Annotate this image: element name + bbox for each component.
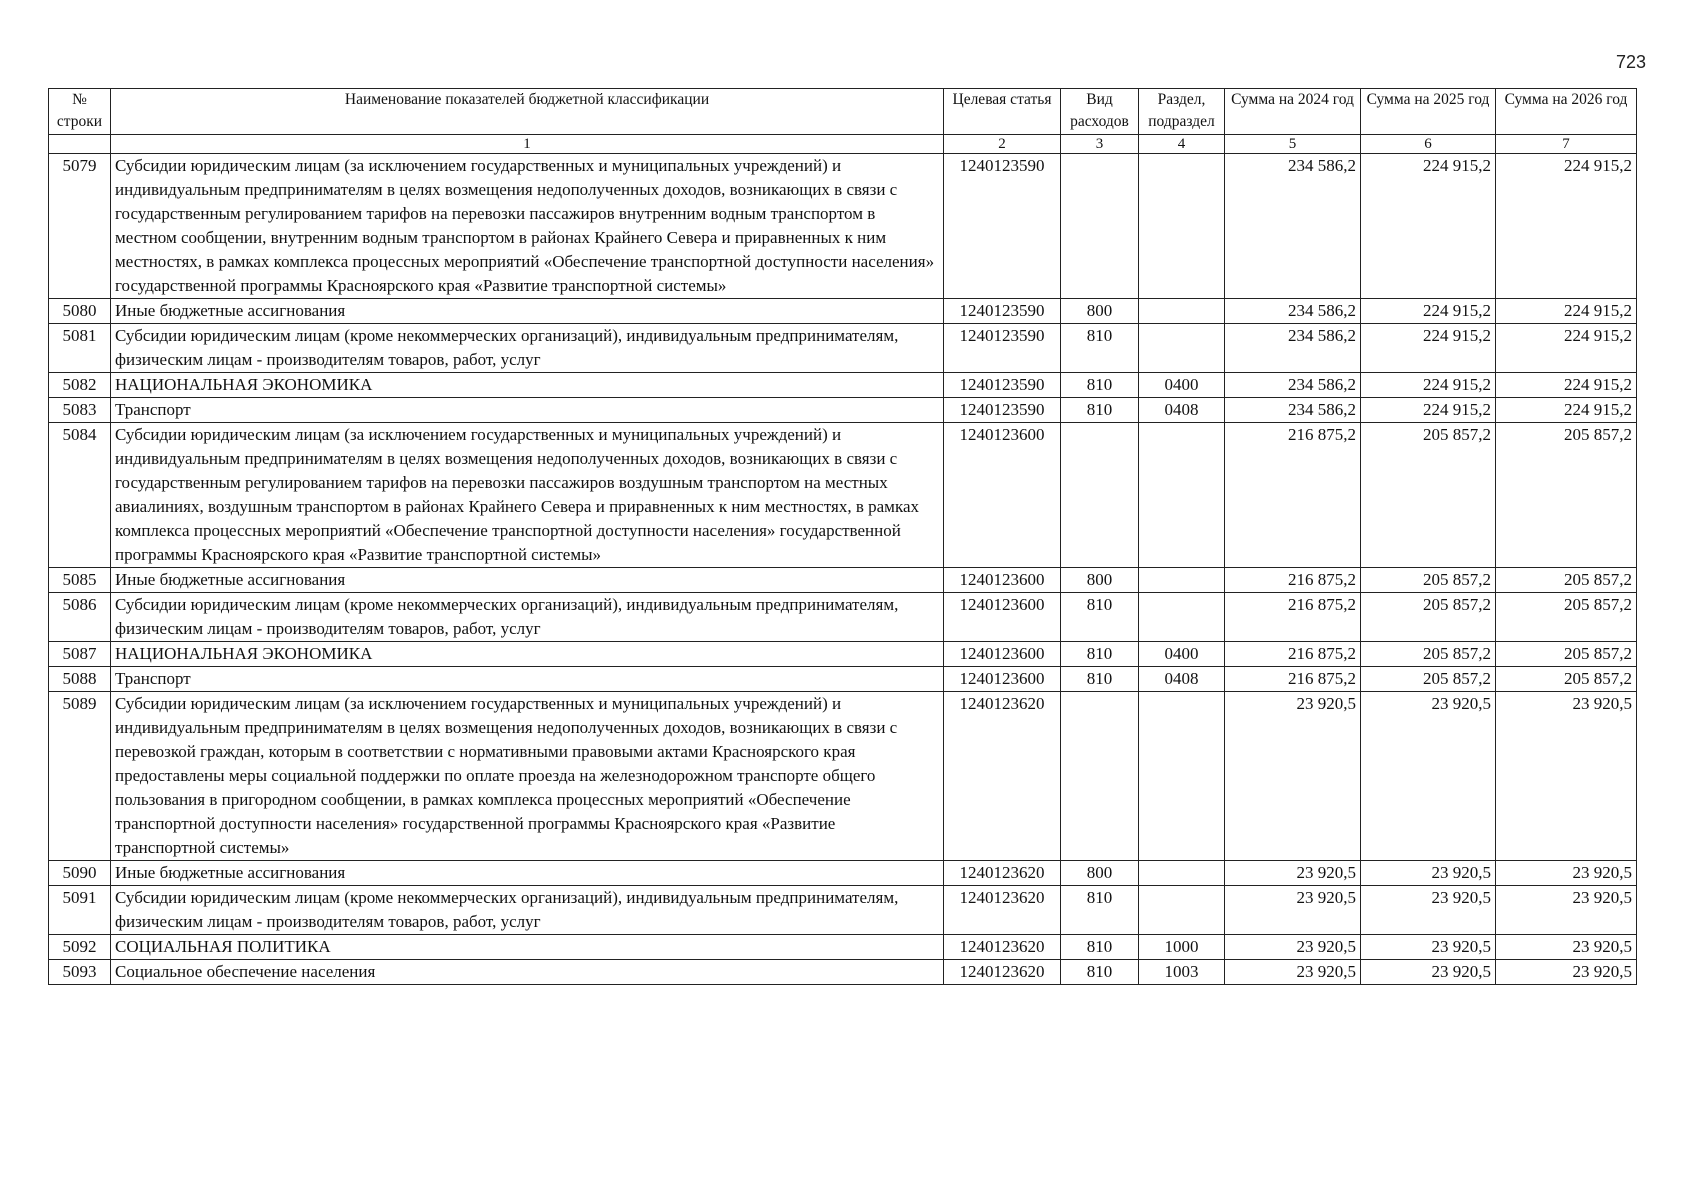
table-header <box>49 89 1637 154</box>
row-sum-2024: 216 875,2 <box>1225 593 1361 642</box>
row-section <box>1139 423 1225 568</box>
row-section: 0400 <box>1139 642 1225 667</box>
row-number: 5092 <box>49 935 111 960</box>
row-section <box>1139 299 1225 324</box>
row-target-article: 1240123590 <box>944 398 1061 423</box>
table-row <box>49 667 1637 692</box>
row-name: Иные бюджетные ассигнования <box>111 299 944 324</box>
row-sum-2025: 23 920,5 <box>1361 692 1496 861</box>
colnum-4: 4 <box>1139 135 1225 154</box>
row-sum-2025: 23 920,5 <box>1361 935 1496 960</box>
row-name: Иные бюджетные ассигнования <box>111 861 944 886</box>
row-number: 5087 <box>49 642 111 667</box>
row-sum-2026: 205 857,2 <box>1496 667 1637 692</box>
row-target-article: 1240123620 <box>944 960 1061 985</box>
row-name: Социальное обеспечение населения <box>111 960 944 985</box>
row-sum-2025: 205 857,2 <box>1361 593 1496 642</box>
row-sum-2026: 23 920,5 <box>1496 861 1637 886</box>
row-expense-type <box>1061 154 1139 299</box>
row-sum-2026: 224 915,2 <box>1496 324 1637 373</box>
row-sum-2025: 205 857,2 <box>1361 423 1496 568</box>
colnum-2: 2 <box>944 135 1061 154</box>
row-name: Субсидии юридическим лицам (за исключением государственных и муниципальных учреждений) и индивидуальным предпринимателям в целях возмещения недополученных доходов, возникающих в связи с государственным регулированием тарифов на перевозки пассажиров воздушным транспортом на местных авиалиниях, воздушным транспортом в районах Крайнего Севера и приравненных к ним местностях, в рамках комплекса процессных мероприятий «Обеспечение транспортной доступности населения» государственной программы Красноярского края «Развитие транспортной системы» <box>111 423 944 568</box>
row-section <box>1139 593 1225 642</box>
row-target-article: 1240123620 <box>944 886 1061 935</box>
row-expense-type: 810 <box>1061 642 1139 667</box>
row-target-article: 1240123620 <box>944 692 1061 861</box>
table-row <box>49 692 1637 861</box>
row-expense-type: 810 <box>1061 667 1139 692</box>
row-target-article: 1240123620 <box>944 935 1061 960</box>
row-target-article: 1240123620 <box>944 861 1061 886</box>
row-name: НАЦИОНАЛЬНАЯ ЭКОНОМИКА <box>111 373 944 398</box>
row-section <box>1139 324 1225 373</box>
table-row <box>49 861 1637 886</box>
row-sum-2026: 224 915,2 <box>1496 373 1637 398</box>
row-target-article: 1240123590 <box>944 324 1061 373</box>
header-row-number: № строки <box>49 89 111 135</box>
row-sum-2026: 23 920,5 <box>1496 935 1637 960</box>
colnum-0 <box>49 135 111 154</box>
header-target-article: Целевая статья <box>944 89 1061 135</box>
row-name: Транспорт <box>111 667 944 692</box>
row-section: 0408 <box>1139 398 1225 423</box>
row-number: 5081 <box>49 324 111 373</box>
table-row <box>49 299 1637 324</box>
row-expense-type: 810 <box>1061 593 1139 642</box>
row-target-article: 1240123590 <box>944 299 1061 324</box>
table-row <box>49 398 1637 423</box>
row-sum-2026: 23 920,5 <box>1496 692 1637 861</box>
colnum-5: 5 <box>1225 135 1361 154</box>
row-name: СОЦИАЛЬНАЯ ПОЛИТИКА <box>111 935 944 960</box>
colnum-3: 3 <box>1061 135 1139 154</box>
row-sum-2025: 23 920,5 <box>1361 861 1496 886</box>
row-section <box>1139 861 1225 886</box>
table-row <box>49 593 1637 642</box>
row-number: 5083 <box>49 398 111 423</box>
row-expense-type: 810 <box>1061 398 1139 423</box>
row-target-article: 1240123590 <box>944 154 1061 299</box>
table-row <box>49 154 1637 299</box>
row-sum-2024: 234 586,2 <box>1225 324 1361 373</box>
row-expense-type: 800 <box>1061 861 1139 886</box>
row-sum-2025: 205 857,2 <box>1361 568 1496 593</box>
row-sum-2026: 205 857,2 <box>1496 423 1637 568</box>
table-row <box>49 935 1637 960</box>
header-sum-2026: Сумма на 2026 год <box>1496 89 1637 135</box>
row-target-article: 1240123600 <box>944 593 1061 642</box>
row-sum-2024: 216 875,2 <box>1225 642 1361 667</box>
colnum-1: 1 <box>111 135 944 154</box>
row-sum-2025: 224 915,2 <box>1361 299 1496 324</box>
header-expense-type: Вид расходов <box>1061 89 1139 135</box>
row-sum-2026: 205 857,2 <box>1496 642 1637 667</box>
table-row <box>49 886 1637 935</box>
row-sum-2026: 224 915,2 <box>1496 154 1637 299</box>
row-expense-type: 810 <box>1061 886 1139 935</box>
row-number: 5089 <box>49 692 111 861</box>
row-number: 5093 <box>49 960 111 985</box>
row-name: НАЦИОНАЛЬНАЯ ЭКОНОМИКА <box>111 642 944 667</box>
row-section: 1000 <box>1139 935 1225 960</box>
row-sum-2025: 224 915,2 <box>1361 154 1496 299</box>
row-sum-2026: 224 915,2 <box>1496 398 1637 423</box>
row-section <box>1139 568 1225 593</box>
row-section <box>1139 692 1225 861</box>
row-sum-2026: 23 920,5 <box>1496 960 1637 985</box>
row-sum-2025: 224 915,2 <box>1361 398 1496 423</box>
header-section: Раздел, подраздел <box>1139 89 1225 135</box>
row-expense-type: 810 <box>1061 324 1139 373</box>
row-sum-2024: 216 875,2 <box>1225 423 1361 568</box>
row-sum-2025: 23 920,5 <box>1361 886 1496 935</box>
row-target-article: 1240123600 <box>944 423 1061 568</box>
row-sum-2026: 224 915,2 <box>1496 299 1637 324</box>
row-name: Субсидии юридическим лицам (за исключением государственных и муниципальных учреждений) и индивидуальным предпринимателям в целях возмещения недополученных доходов, возникающих в связи с перевозкой граждан, которым в соответствии с нормативными правовыми актами Красноярского края предоставлены меры социальной поддержки по оплате проезда на железнодорожном транспорте общего пользования в пригородном сообщении, в рамках комплекса процессных мероприятий «Обеспечение транспортной доступности населения» государственной программы Красноярского края «Развитие транспортной системы» <box>111 692 944 861</box>
row-number: 5085 <box>49 568 111 593</box>
row-sum-2024: 234 586,2 <box>1225 398 1361 423</box>
row-sum-2024: 23 920,5 <box>1225 861 1361 886</box>
colnum-6: 6 <box>1361 135 1496 154</box>
row-sum-2024: 23 920,5 <box>1225 935 1361 960</box>
table-body <box>49 154 1637 985</box>
row-number: 5086 <box>49 593 111 642</box>
row-expense-type <box>1061 423 1139 568</box>
row-target-article: 1240123600 <box>944 568 1061 593</box>
row-sum-2024: 234 586,2 <box>1225 154 1361 299</box>
row-expense-type: 810 <box>1061 960 1139 985</box>
row-section: 1003 <box>1139 960 1225 985</box>
row-name: Субсидии юридическим лицам (за исключением государственных и муниципальных учреждений) и индивидуальным предпринимателям в целях возмещения недополученных доходов, возникающих в связи с государственным регулированием тарифов на перевозки пассажиров внутренним водным транспортом в местном сообщении, внутренним водным транспортом в районах Крайнего Севера и приравненных к ним местностях, в рамках комплекса процессных мероприятий «Обеспечение транспортной доступности населения» государственной программы Красноярского края «Развитие транспортной системы» <box>111 154 944 299</box>
row-name: Субсидии юридическим лицам (кроме некоммерческих организаций), индивидуальным предпринимателям, физическим лицам - производителям товаров, работ, услуг <box>111 593 944 642</box>
row-name: Субсидии юридическим лицам (кроме некоммерческих организаций), индивидуальным предпринимателям, физическим лицам - производителям товаров, работ, услуг <box>111 324 944 373</box>
row-sum-2024: 23 920,5 <box>1225 960 1361 985</box>
row-sum-2024: 23 920,5 <box>1225 886 1361 935</box>
table-row <box>49 373 1637 398</box>
row-sum-2024: 234 586,2 <box>1225 299 1361 324</box>
row-sum-2025: 205 857,2 <box>1361 667 1496 692</box>
row-number: 5091 <box>49 886 111 935</box>
row-number: 5079 <box>49 154 111 299</box>
budget-table <box>48 88 1637 985</box>
row-name: Иные бюджетные ассигнования <box>111 568 944 593</box>
row-sum-2025: 224 915,2 <box>1361 324 1496 373</box>
row-sum-2025: 23 920,5 <box>1361 960 1496 985</box>
row-section: 0400 <box>1139 373 1225 398</box>
row-expense-type: 800 <box>1061 568 1139 593</box>
row-sum-2024: 23 920,5 <box>1225 692 1361 861</box>
row-target-article: 1240123590 <box>944 373 1061 398</box>
row-target-article: 1240123600 <box>944 642 1061 667</box>
row-name: Транспорт <box>111 398 944 423</box>
row-number: 5080 <box>49 299 111 324</box>
row-name: Субсидии юридическим лицам (кроме некоммерческих организаций), индивидуальным предпринимателям, физическим лицам - производителям товаров, работ, услуг <box>111 886 944 935</box>
table-row <box>49 960 1637 985</box>
row-number: 5082 <box>49 373 111 398</box>
row-sum-2026: 205 857,2 <box>1496 568 1637 593</box>
table-row <box>49 642 1637 667</box>
table-row <box>49 324 1637 373</box>
row-expense-type <box>1061 692 1139 861</box>
table-row <box>49 568 1637 593</box>
page-number: 723 <box>1615 52 1646 72</box>
row-sum-2026: 23 920,5 <box>1496 886 1637 935</box>
row-sum-2026: 205 857,2 <box>1496 593 1637 642</box>
table-row <box>49 423 1637 568</box>
colnum-7: 7 <box>1496 135 1637 154</box>
row-sum-2025: 224 915,2 <box>1361 373 1496 398</box>
header-name: Наименование показателей бюджетной классификации <box>111 89 944 135</box>
row-sum-2024: 234 586,2 <box>1225 373 1361 398</box>
header-sum-2024: Сумма на 2024 год <box>1225 89 1361 135</box>
row-expense-type: 810 <box>1061 935 1139 960</box>
row-sum-2024: 216 875,2 <box>1225 568 1361 593</box>
row-sum-2024: 216 875,2 <box>1225 667 1361 692</box>
row-section <box>1139 886 1225 935</box>
row-section <box>1139 154 1225 299</box>
row-number: 5088 <box>49 667 111 692</box>
row-number: 5084 <box>49 423 111 568</box>
header-sum-2025: Сумма на 2025 год <box>1361 89 1496 135</box>
row-section: 0408 <box>1139 667 1225 692</box>
row-expense-type: 810 <box>1061 373 1139 398</box>
row-expense-type: 800 <box>1061 299 1139 324</box>
row-target-article: 1240123600 <box>944 667 1061 692</box>
row-number: 5090 <box>49 861 111 886</box>
row-sum-2025: 205 857,2 <box>1361 642 1496 667</box>
